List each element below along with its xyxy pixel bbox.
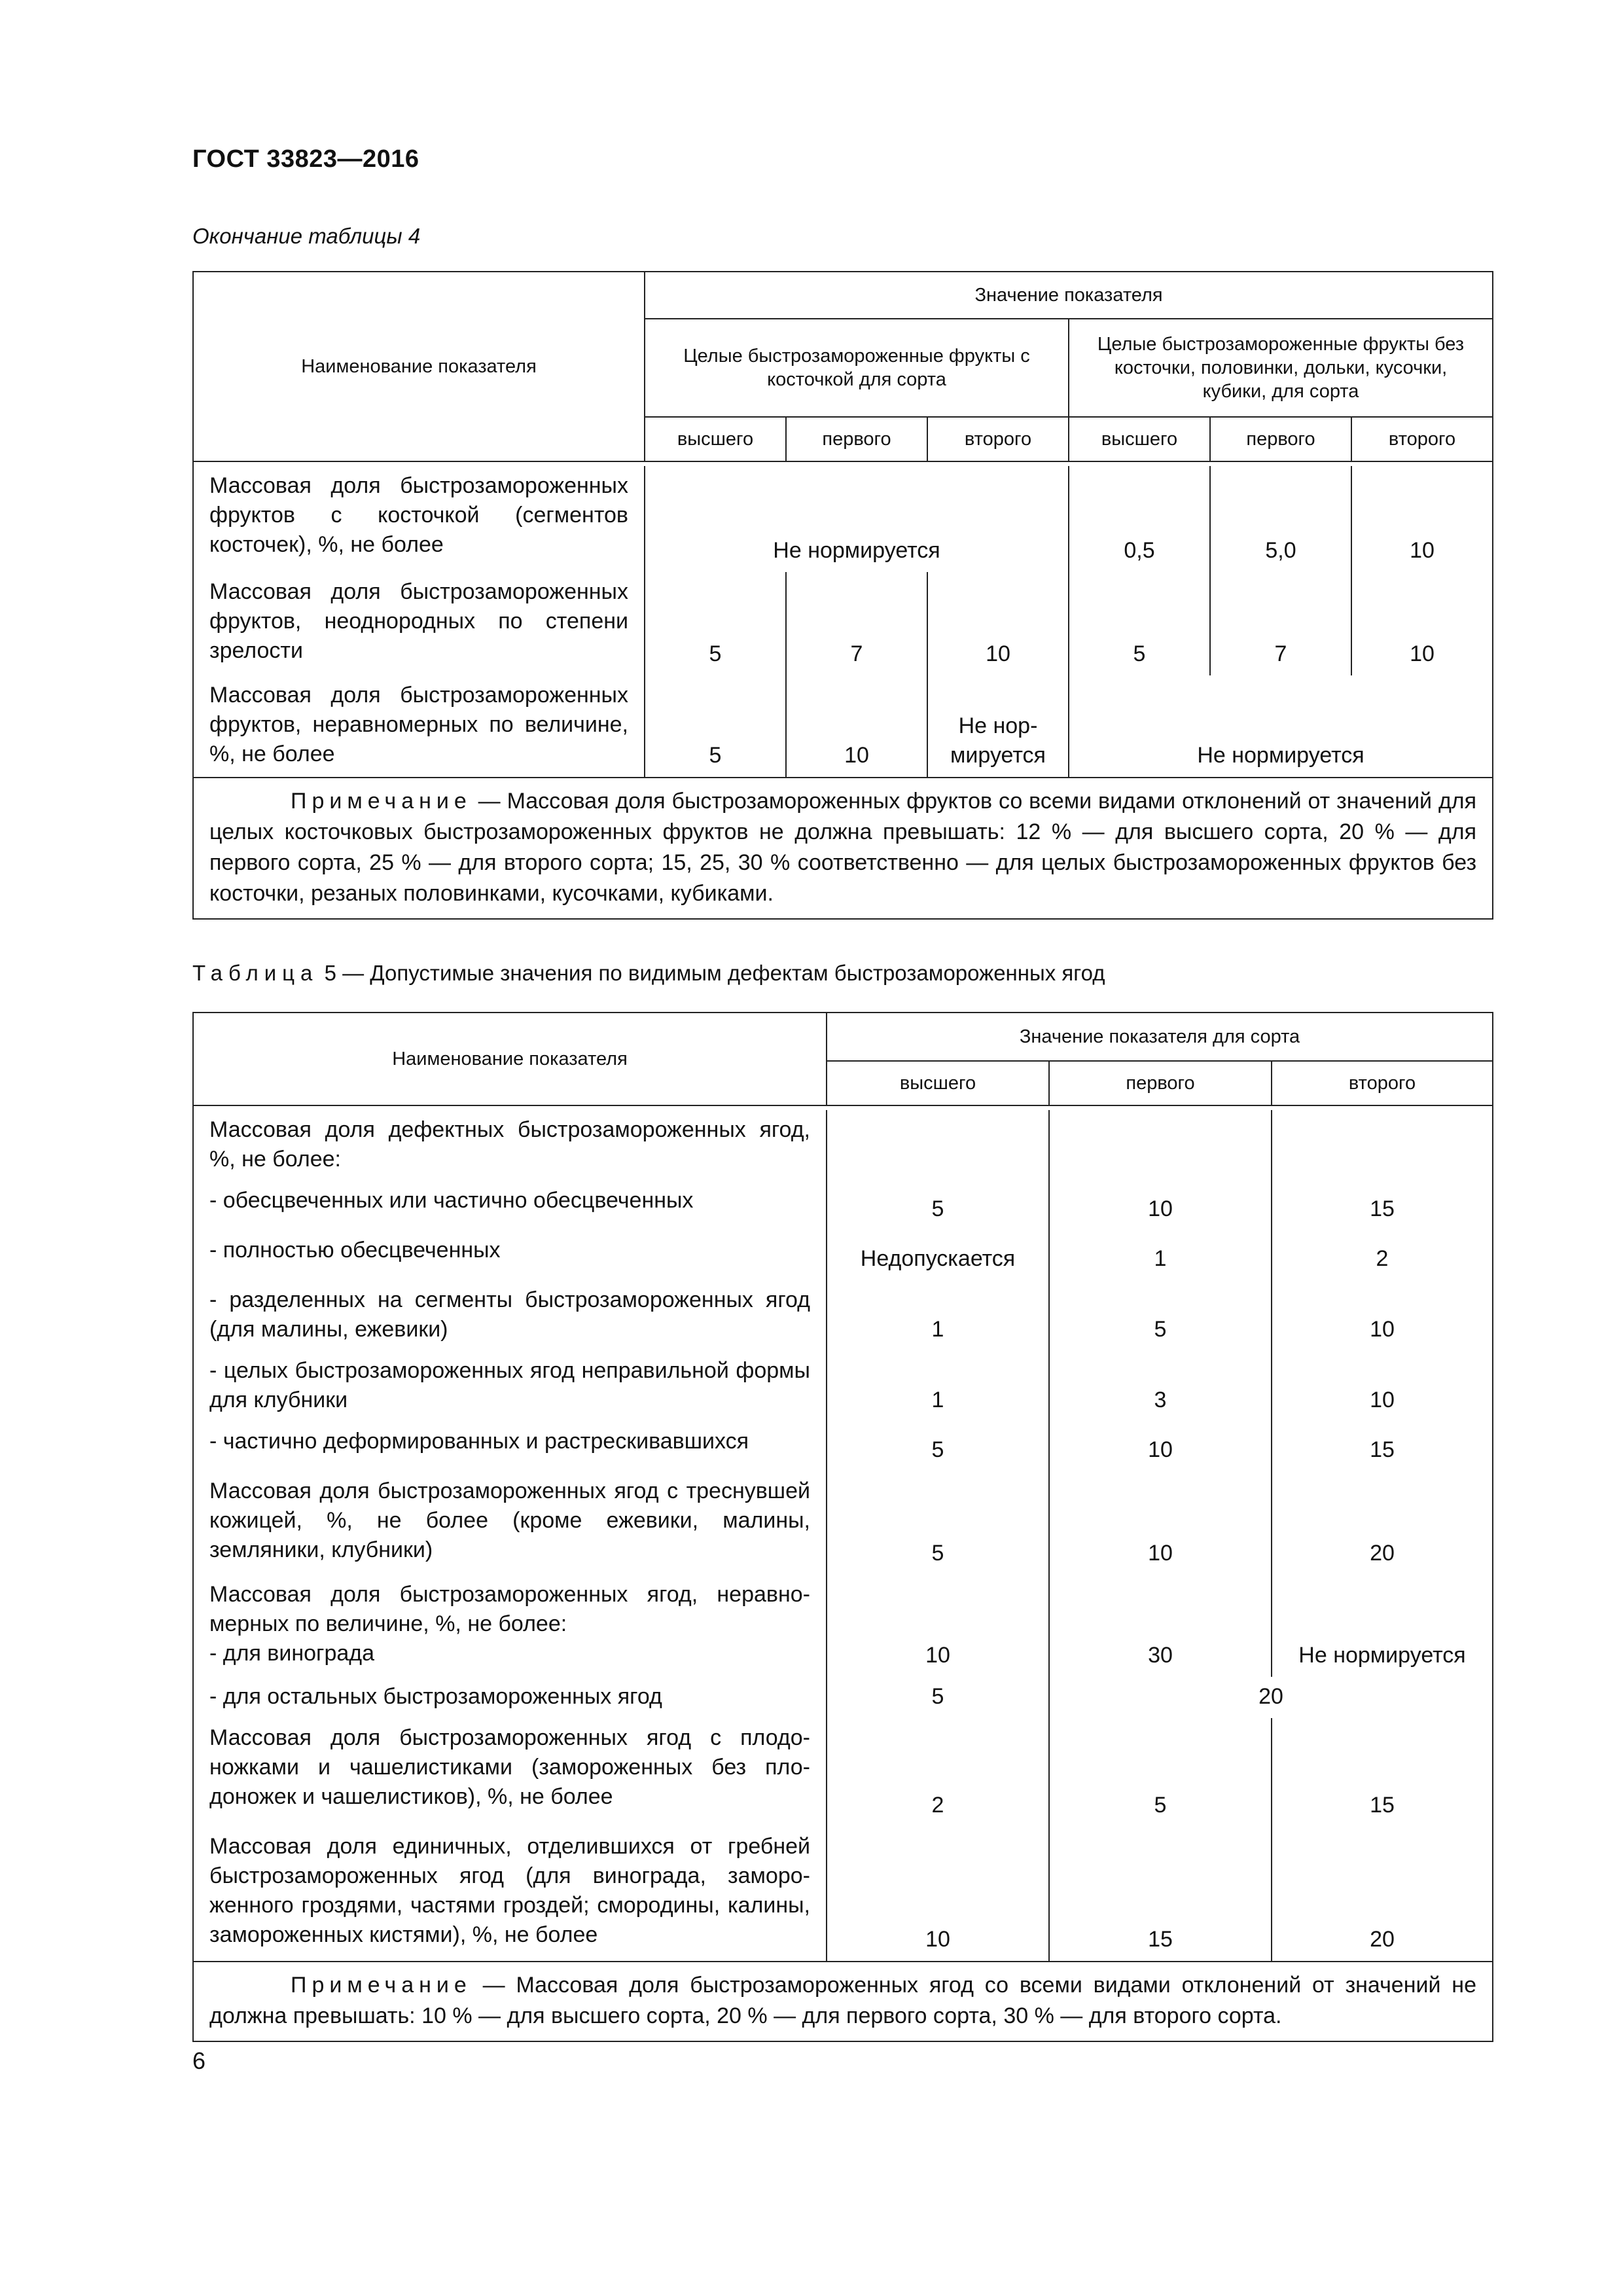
table-cell: 10 xyxy=(1049,1181,1272,1230)
table-row xyxy=(193,1110,1493,1181)
table4-note xyxy=(193,778,1493,919)
table5-value-header: Значение показателя для сорта xyxy=(827,1013,1493,1061)
table-4 xyxy=(192,271,1493,920)
row-name: - разделенных на сегменты быстрозамороженных ягод (для малины, ежевики) xyxy=(193,1280,827,1351)
row-name: - целых быстрозамороженных ягод неправильной формы для клубники xyxy=(193,1351,827,1422)
note-label: Примечание xyxy=(291,789,472,814)
table-cell: 10 xyxy=(1272,1280,1493,1351)
table4-grade-header: первого xyxy=(1210,417,1351,461)
table-cell: 5 xyxy=(827,1677,1049,1718)
table-cell: 1 xyxy=(1049,1230,1272,1280)
table-cell: 5 xyxy=(709,641,722,666)
table-cell: 15 xyxy=(1049,1827,1272,1962)
table-cell: 1 xyxy=(827,1280,1049,1351)
table5-grade-header: второго xyxy=(1272,1061,1493,1105)
table-cell: 0,5 xyxy=(1069,466,1210,572)
table-row xyxy=(193,1280,1493,1351)
table4-value-header: Значение показателя xyxy=(645,272,1493,319)
table5-grade-header: первого xyxy=(1049,1061,1272,1105)
row-name: - обесцвеченных или частично обесцвеченных xyxy=(193,1181,827,1230)
table4-grade-header: второго xyxy=(927,417,1069,461)
table4-group1-header: Целые быстрозамороженные фрукты с косточкой для сорта xyxy=(645,319,1069,417)
table-cell: 20 xyxy=(1049,1677,1493,1718)
table-cell: Не нормируется xyxy=(773,538,940,563)
table-row xyxy=(193,1181,1493,1230)
table-cell: 5 xyxy=(1069,572,1210,675)
document-header: ГОСТ 33823—2016 xyxy=(192,145,419,173)
table-row xyxy=(193,1575,1493,1677)
table-cell: 5,0 xyxy=(1210,466,1351,572)
note-label: Примечание xyxy=(291,1973,472,1998)
table4-group2-header: Целые быстрозамороженные фрукты без косточки, половинки, дольки, кусочки, кубики, для сорта xyxy=(1069,319,1493,417)
table-cell: 2 xyxy=(827,1718,1049,1827)
table-cell: 20 xyxy=(1272,1471,1493,1575)
table-row xyxy=(193,1718,1493,1827)
table-cell: 10 xyxy=(927,572,1069,675)
table4-grade-header: первого xyxy=(786,417,927,461)
row-name: Массовая доля быстрозамороженных ягод с плодоножками и чашелистиками (замороженных без плодоножек и чашелистиков), %, не более xyxy=(193,1718,827,1827)
table-cell: 5 xyxy=(827,1422,1049,1471)
table-cell: 5 xyxy=(827,1471,1049,1575)
table-cell: 7 xyxy=(1210,572,1351,675)
table-cell: 10 xyxy=(1351,466,1493,572)
row-name: Массовая доля быстрозамороженных фруктов, неравномерных по величине, %, не более xyxy=(193,675,645,778)
table-cell: 10 xyxy=(827,1575,1049,1677)
note-text: — Массовая доля быстрозамороженных фруктов со всеми видами отклонений от значений для целых косточковых быстрозамороженных фруктов не должна превышать: 12 % — для высшего сорта, 20 % — для первого сорта, 25 % — для второго сорта; 15, 25, 30 % соответственно — для целых быстрозамороженных фруктов без косточки, резаных половинками, кусочками, кубиками. xyxy=(209,789,1477,906)
table-cell: 10 xyxy=(786,675,927,778)
table-cell: 5 xyxy=(1049,1718,1272,1827)
table-cell: Не нор- мируется xyxy=(927,675,1069,778)
row-name: - частично деформированных и растрескивавшихся xyxy=(193,1422,827,1471)
table-cell: 5 xyxy=(645,675,786,778)
table-cell: 10 xyxy=(1351,572,1493,675)
caption-label: Таблица xyxy=(192,961,319,985)
table5-grade-header: высшего xyxy=(827,1061,1049,1105)
table-row xyxy=(193,1351,1493,1422)
table-cell: 5 xyxy=(827,1181,1049,1230)
table-cell: 10 xyxy=(1049,1422,1272,1471)
table-cell: 30 xyxy=(1049,1575,1272,1677)
table-cell: 20 xyxy=(1272,1827,1493,1962)
table-cell: 2 xyxy=(1272,1230,1493,1280)
table5-note xyxy=(193,1962,1493,2041)
row-name: - полностью обесцвеченных xyxy=(193,1230,827,1280)
table-cell: 15 xyxy=(1272,1422,1493,1471)
row-name: Массовая доля единичных, отделившихся от гребней быстрозамороженных ягод (для винограда, замороженного гроздями, частями гроздей; смородины, калины, замороженных кистями), %, не более xyxy=(193,1827,827,1962)
table-cell: Недопускается xyxy=(827,1230,1049,1280)
row-name: Массовая доля быстрозамороженных фруктов с косточкой (сегментов косточек), %, не более xyxy=(193,466,645,572)
row-name: Массовая доля дефектных быстрозамороженных ягод, %, не более: xyxy=(193,1110,827,1181)
table-cell: 1 xyxy=(827,1351,1049,1422)
table-cell: Не нормируется xyxy=(1272,1575,1493,1677)
table-row xyxy=(193,1827,1493,1962)
table4-grade-header: высшего xyxy=(1069,417,1210,461)
note-text: — Массовая доля быстрозамороженных ягод со всеми видами отклонений от значений не должна превышать: 10 % — для высшего сорта, 20 % — для первого сорта, 30 % — для второго сорта. xyxy=(209,1973,1476,2028)
table-row xyxy=(193,675,1493,778)
table4-caption: Окончание таблицы 4 xyxy=(192,224,421,248)
table4-grade-header: высшего xyxy=(645,417,786,461)
table-cell: 7 xyxy=(786,572,927,675)
table-cell: 3 xyxy=(1049,1351,1272,1422)
table-row xyxy=(193,1471,1493,1575)
table-row xyxy=(193,1422,1493,1471)
table4-grade-header: второго xyxy=(1351,417,1493,461)
row-name: - для остальных быстрозамороженных ягод xyxy=(193,1677,827,1718)
table-cell: 10 xyxy=(1049,1471,1272,1575)
table5-caption xyxy=(192,961,1105,986)
page-number: 6 xyxy=(192,2047,206,2074)
table-row xyxy=(193,466,1493,572)
table-row xyxy=(193,572,1493,675)
table-cell: 15 xyxy=(1272,1181,1493,1230)
caption-text: 5 — Допустимые значения по видимым дефектам быстрозамороженных ягод xyxy=(324,961,1105,985)
table-cell: Не нормируется xyxy=(1069,675,1493,778)
table-cell: 5 xyxy=(1049,1280,1272,1351)
row-name: Массовая доля быстрозамороженных фруктов, неоднородных по степени зрелости xyxy=(193,572,645,675)
table-cell: 10 xyxy=(1272,1351,1493,1422)
table5-name-header: Наименование показателя xyxy=(193,1013,827,1105)
table-cell: 15 xyxy=(1272,1718,1493,1827)
row-name: Массовая доля быстрозамороженных ягод, неравномерных по величине, %, не более: - для винограда xyxy=(193,1575,827,1677)
table-cell: 10 xyxy=(827,1827,1049,1962)
table-row xyxy=(193,1677,1493,1718)
table-5 xyxy=(192,1012,1493,2042)
row-name: Массовая доля быстрозамороженных ягод с треснувшей кожицей, %, не более (кроме ежевики, малины, земляники, клубники) xyxy=(193,1471,827,1575)
table4-name-header: Наименование показателя xyxy=(193,272,645,461)
table-row xyxy=(193,1230,1493,1280)
